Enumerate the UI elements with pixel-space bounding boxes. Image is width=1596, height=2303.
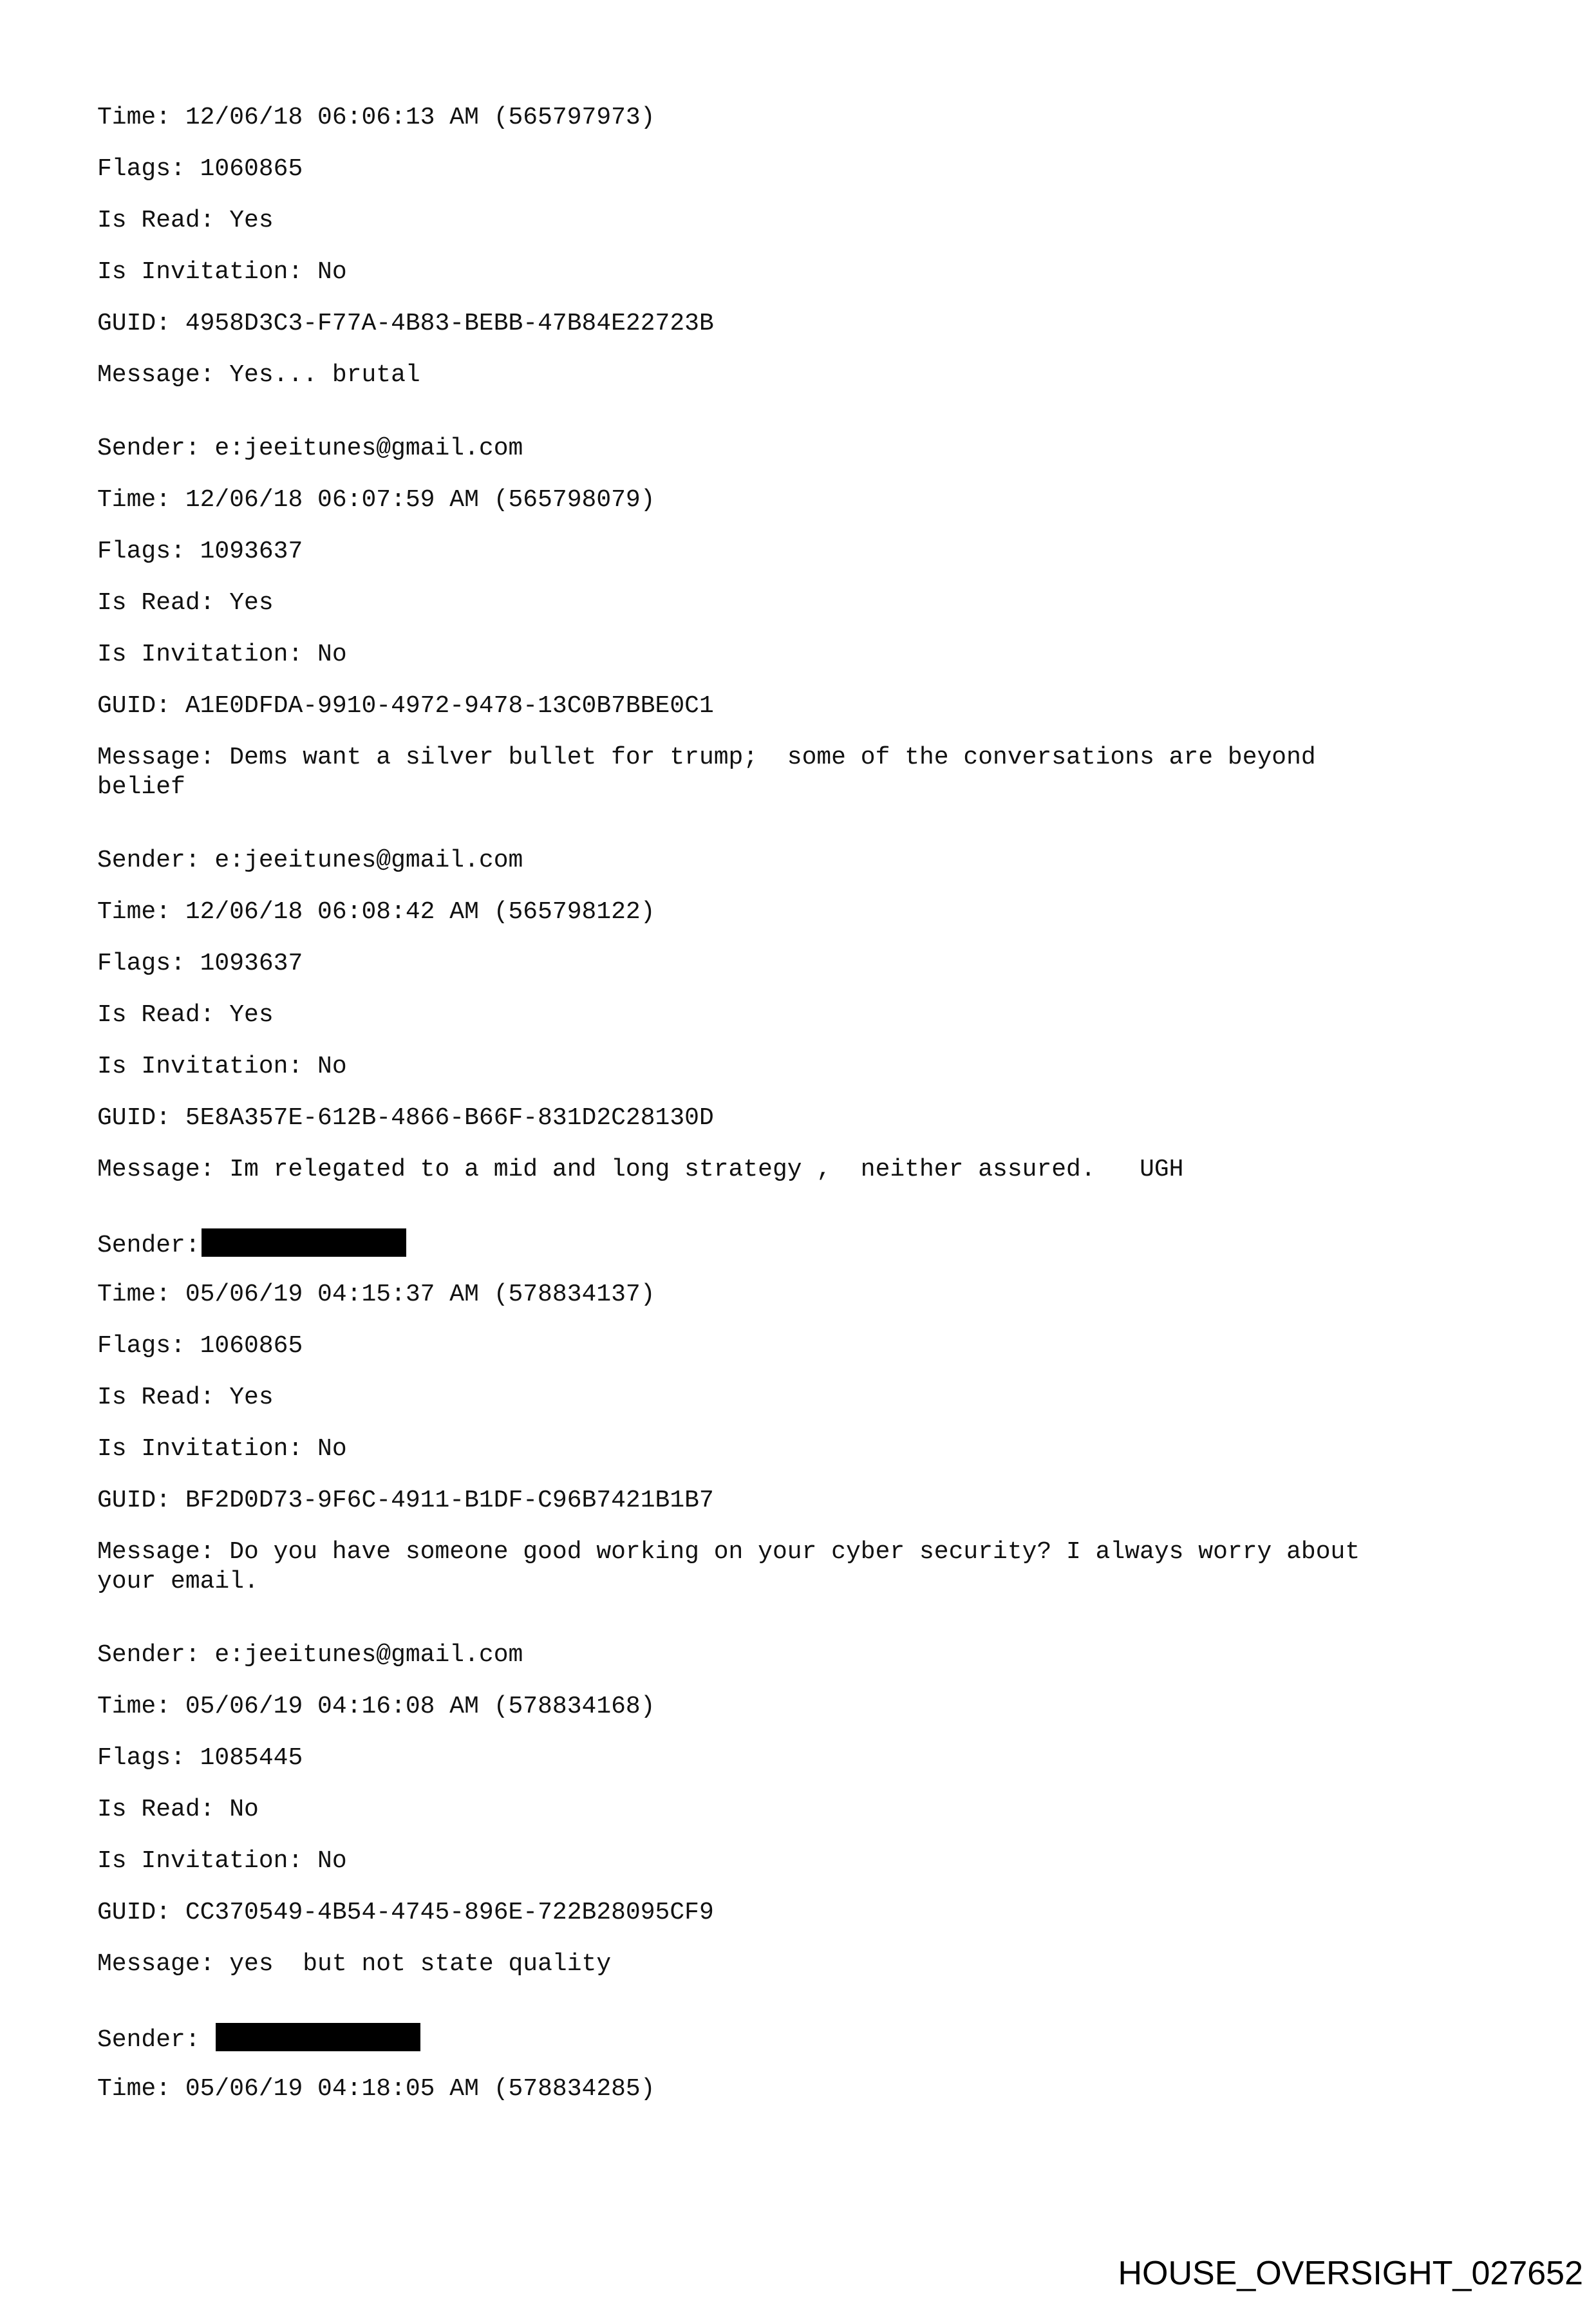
is-read-line: Is Read: Yes xyxy=(97,1001,274,1029)
bates-number: HOUSE_OVERSIGHT_027652 xyxy=(1118,2255,1583,2292)
redaction-block xyxy=(202,1228,406,1257)
is-read-line: Is Read: Yes xyxy=(97,1384,274,1411)
sender-line: Sender: e:jeeitunes@gmail.com xyxy=(97,435,523,462)
flags-line: Flags: 1093637 xyxy=(97,950,303,977)
sender-line xyxy=(97,1228,1501,1258)
sender-line xyxy=(97,2023,1501,2053)
is-invitation-line: Is Invitation: No xyxy=(97,258,347,286)
sender-line: Sender: e:jeeitunes@gmail.com xyxy=(97,1641,523,1669)
guid-line: GUID: 5E8A357E-612B-4866-B66F-831D2C28130D xyxy=(97,1104,714,1132)
guid-line: GUID: A1E0DFDA-9910-4972-9478-13C0B7BBE0C1 xyxy=(97,692,714,720)
message-line: Message: Im relegated to a mid and long strategy , neither assured. UGH xyxy=(97,1156,1184,1183)
guid-line: GUID: CC370549-4B54-4745-896E-722B28095CF9 xyxy=(97,1899,714,1926)
is-read-line: Is Read: No xyxy=(97,1796,259,1823)
is-read-line: Is Read: Yes xyxy=(97,589,274,617)
time-line: Time: 05/06/19 04:15:37 AM (578834137) xyxy=(97,1281,655,1308)
is-read-line: Is Read: Yes xyxy=(97,207,274,234)
guid-line: GUID: BF2D0D73-9F6C-4911-B1DF-C96B7421B1B7 xyxy=(97,1487,714,1514)
flags-line: Flags: 1085445 xyxy=(97,1744,303,1772)
is-invitation-line: Is Invitation: No xyxy=(97,1053,347,1080)
is-invitation-line: Is Invitation: No xyxy=(97,1847,347,1875)
redaction-block xyxy=(216,2023,420,2051)
guid-line: GUID: 4958D3C3-F77A-4B83-BEBB-47B84E22723B xyxy=(97,310,714,337)
time-line: Time: 12/06/18 06:06:13 AM (565797973) xyxy=(97,104,655,131)
flags-line: Flags: 1060865 xyxy=(97,1332,303,1360)
flags-line: Flags: 1093637 xyxy=(97,538,303,565)
time-line: Time: 05/06/19 04:18:05 AM (578834285) xyxy=(97,2075,655,2103)
time-line: Time: 05/06/19 04:16:08 AM (578834168) xyxy=(97,1693,655,1720)
is-invitation-line: Is Invitation: No xyxy=(97,1435,347,1463)
flags-line: Flags: 1060865 xyxy=(97,155,303,183)
message-log xyxy=(97,103,1501,2126)
time-line: Time: 12/06/18 06:07:59 AM (565798079) xyxy=(97,486,655,514)
sender-label: Sender: xyxy=(97,1232,200,1259)
time-line: Time: 12/06/18 06:08:42 AM (565798122) xyxy=(97,898,655,926)
message-line: Message: Dems want a silver bullet for trump; some of the conversations are beyond belief xyxy=(97,744,1316,801)
is-invitation-line: Is Invitation: No xyxy=(97,641,347,668)
sender-label: Sender: xyxy=(97,2026,200,2054)
message-line: Message: yes but not state quality xyxy=(97,1950,612,1978)
message-line: Message: Do you have someone good working on your cyber security? I always worry about your email. xyxy=(97,1538,1360,1595)
message-line: Message: Yes... brutal xyxy=(97,361,420,389)
sender-line: Sender: e:jeeitunes@gmail.com xyxy=(97,847,523,874)
